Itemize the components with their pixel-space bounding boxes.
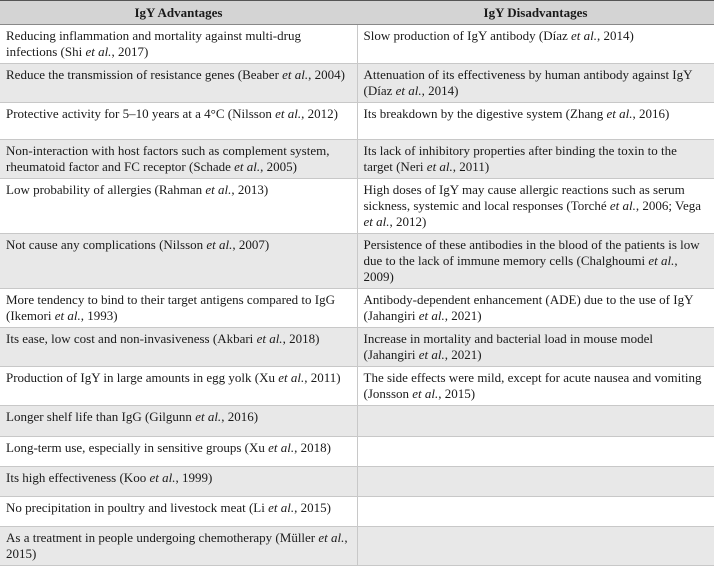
table-row <box>0 140 714 179</box>
advantage-text: Reducing inflammation and mortality against multi-drug infections (Shi et al., 2017) <box>6 28 301 59</box>
disadvantage-text: Persistence of these antibodies in the blood of the patients is low due to the lack of immune memory cells (Chalghoumi et al., 2009) <box>363 237 700 284</box>
advantage-text: Its ease, low cost and non-invasiveness (Akbari et al., 2018) <box>6 331 320 346</box>
advantage-cell <box>0 406 357 437</box>
advantage-cell <box>0 103 357 140</box>
disadvantage-cell <box>357 140 714 179</box>
citation-et-al: et al. <box>570 28 597 43</box>
disadvantage-cell <box>357 103 714 140</box>
disadvantage-text: High doses of IgY may cause allergic reactions such as serum sickness, systemic and local responses (Torché et al., 2006; Vega et al., 2012) <box>363 182 702 229</box>
citation-et-al: et al. <box>418 347 445 362</box>
disadvantage-text: Increase in mortality and bacterial load in mouse model (Jahangiri et al., 2021) <box>363 331 654 362</box>
advantage-text: Protective activity for 5–10 years at a 4°C (Nilsson et al., 2012) <box>6 106 338 121</box>
citation-et-al: et al. <box>205 182 232 197</box>
disadvantage-cell <box>357 527 714 566</box>
advantage-text: Not cause any complications (Nilsson et al., 2007) <box>6 237 270 252</box>
header-advantages: IgY Advantages <box>0 1 357 25</box>
advantage-text: Reduce the transmission of resistance genes (Beaber et al., 2004) <box>6 67 345 82</box>
advantage-cell <box>0 289 357 328</box>
table-row <box>0 64 714 103</box>
citation-et-al: et al. <box>275 106 302 121</box>
table-row <box>0 437 714 467</box>
disadvantage-text: Its lack of inhibitory properties after binding the toxin to the target (Neri et al., 2011) <box>363 143 677 174</box>
table-row <box>0 367 714 406</box>
disadvantage-cell <box>357 289 714 328</box>
disadvantage-cell <box>357 497 714 527</box>
advantage-cell <box>0 497 357 527</box>
advantage-cell <box>0 467 357 497</box>
advantage-text: As a treatment in people undergoing chemotherapy (Müller et al., 2015) <box>6 530 348 561</box>
advantage-cell <box>0 25 357 64</box>
citation-et-al: et al. <box>54 308 81 323</box>
table-row <box>0 497 714 527</box>
advantage-cell <box>0 179 357 234</box>
advantage-text: Production of IgY in large amounts in egg yolk (Xu et al., 2011) <box>6 370 341 385</box>
disadvantage-cell <box>357 25 714 64</box>
citation-et-al: et al. <box>318 530 345 545</box>
table-row <box>0 289 714 328</box>
advantage-text: Low probability of allergies (Rahman et al., 2013) <box>6 182 269 197</box>
disadvantage-text: The side effects were mild, except for acute nausea and vomiting (Jonsson et al., 2015) <box>363 370 702 401</box>
citation-et-al: et al. <box>234 159 261 174</box>
disadvantage-cell <box>357 367 714 406</box>
disadvantage-cell <box>357 328 714 367</box>
advantage-cell <box>0 140 357 179</box>
advantage-cell <box>0 437 357 467</box>
advantage-cell <box>0 234 357 289</box>
table-row <box>0 25 714 64</box>
table-row <box>0 328 714 367</box>
citation-et-al: et al. <box>395 83 422 98</box>
disadvantage-text: Its breakdown by the digestive system (Zhang et al., 2016) <box>363 106 670 121</box>
advantage-cell <box>0 367 357 406</box>
table-row <box>0 179 714 234</box>
table-row <box>0 234 714 289</box>
citation-et-al: et al. <box>195 409 222 424</box>
citation-et-al: et al. <box>426 159 453 174</box>
citation-et-al: et al. <box>648 253 675 268</box>
citation-et-al: et al. <box>85 44 112 59</box>
disadvantage-cell <box>357 234 714 289</box>
citation-et-al: et al. <box>268 500 295 515</box>
advantage-text: No precipitation in poultry and livestock meat (Li et al., 2015) <box>6 500 331 515</box>
table-row <box>0 406 714 437</box>
table-body <box>0 25 714 566</box>
citation-et-al: et al. <box>206 237 233 252</box>
advantage-cell <box>0 527 357 566</box>
advantage-cell <box>0 64 357 103</box>
citation-et-al: et al. <box>609 198 636 213</box>
citation-et-al: et al. <box>256 331 283 346</box>
citation-et-al: et al. <box>149 470 176 485</box>
disadvantage-cell <box>357 406 714 437</box>
disadvantage-text: Antibody-dependent enhancement (ADE) due to the use of IgY (Jahangiri et al., 2021) <box>363 292 693 323</box>
table-row <box>0 103 714 140</box>
citation-et-al: et al. <box>363 214 390 229</box>
disadvantage-cell <box>357 437 714 467</box>
advantage-text: Its high effectiveness (Koo et al., 1999) <box>6 470 213 485</box>
citation-et-al: et al. <box>606 106 633 121</box>
citation-et-al: et al. <box>278 370 305 385</box>
disadvantage-text: Attenuation of its effectiveness by human antibody against IgY (Díaz et al., 2014) <box>363 67 693 98</box>
advantage-text: Long-term use, especially in sensitive groups (Xu et al., 2018) <box>6 440 331 455</box>
header-row <box>0 1 714 25</box>
citation-et-al: et al. <box>412 386 439 401</box>
citation-et-al: et al. <box>418 308 445 323</box>
citation-et-al: et al. <box>282 67 309 82</box>
disadvantage-text: Slow production of IgY antibody (Díaz et al., 2014) <box>363 28 634 43</box>
advantage-text: Non-interaction with host factors such as complement system, rheumatoid factor and FC receptor (Schade et al., 2005) <box>6 143 330 174</box>
header-disadvantages: IgY Disadvantages <box>357 1 714 25</box>
disadvantage-cell <box>357 179 714 234</box>
citation-et-al: et al. <box>268 440 295 455</box>
table-row <box>0 527 714 566</box>
disadvantage-cell <box>357 467 714 497</box>
advantage-text: More tendency to bind to their target antigens compared to IgG (Ikemori et al., 1993) <box>6 292 335 323</box>
advantage-text: Longer shelf life than IgG (Gilgunn et al., 2016) <box>6 409 259 424</box>
disadvantage-cell <box>357 64 714 103</box>
advantage-cell <box>0 328 357 367</box>
table-row <box>0 467 714 497</box>
